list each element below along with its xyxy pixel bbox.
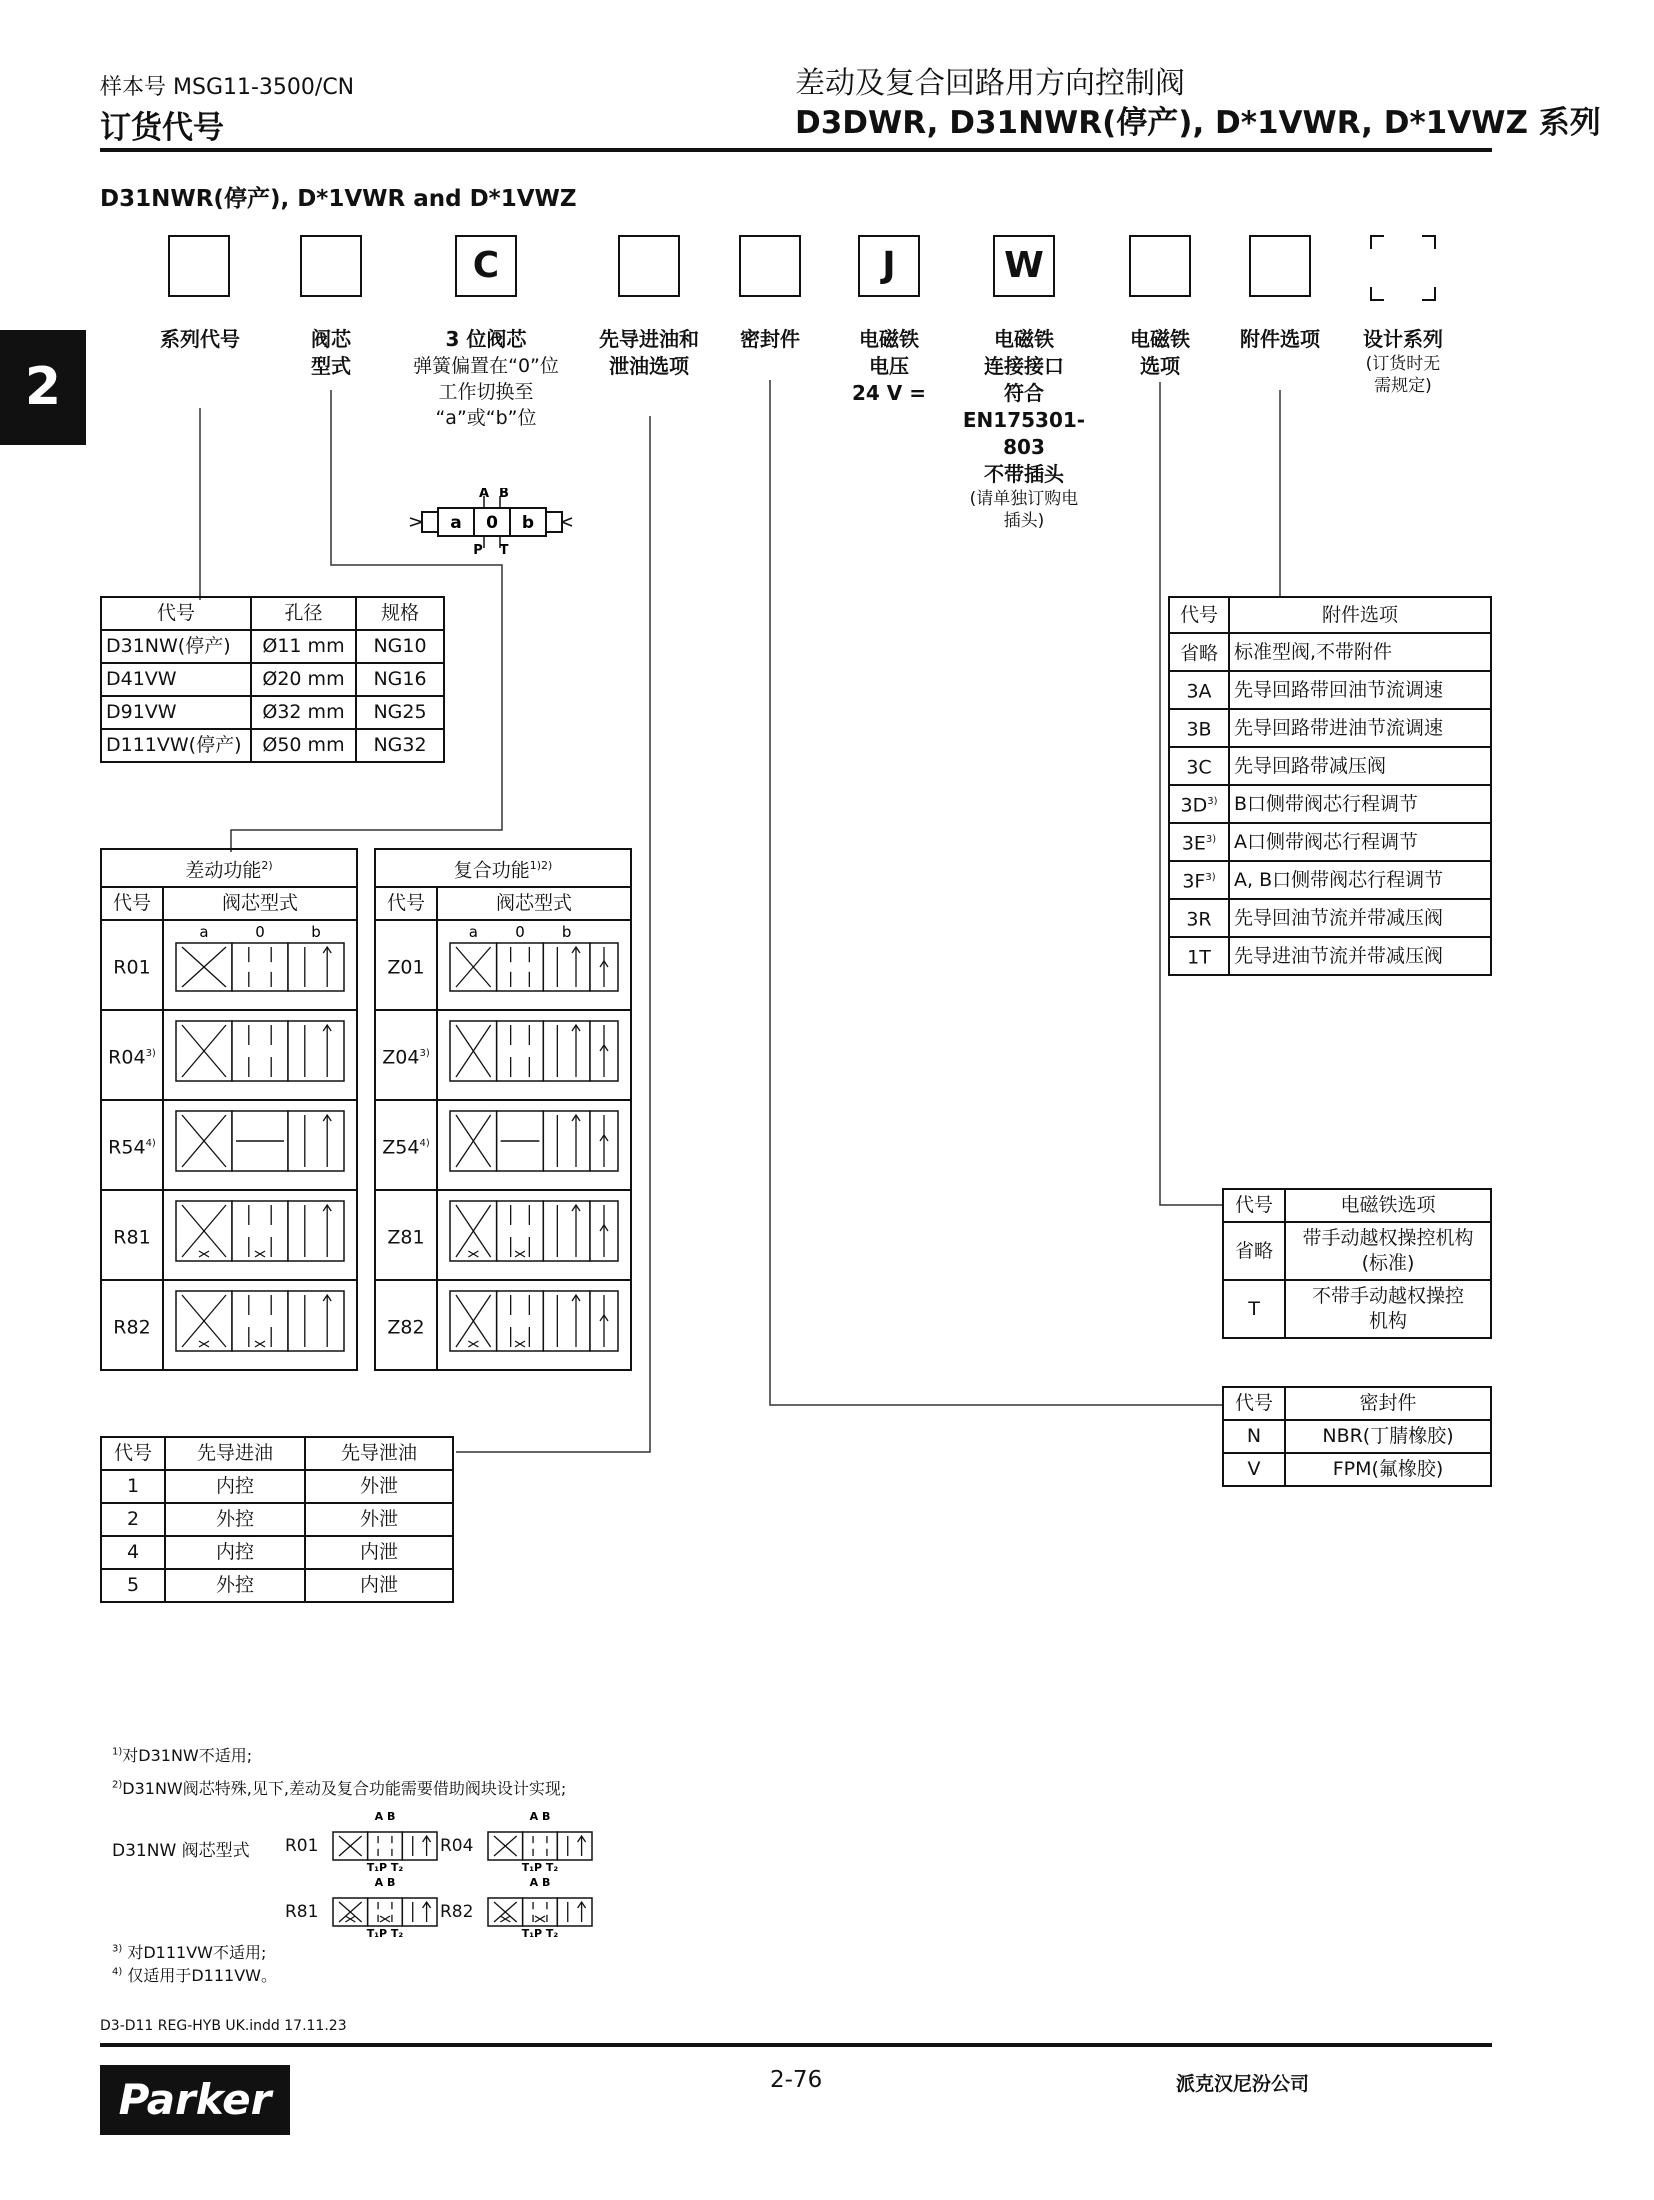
table-row: T 不带手动越权操控 机构 — [1223, 1280, 1491, 1338]
accessory-table: 代号 附件选项 省略 标准型阀,不带附件 3A 先导回路带回油节流调速 3B 先导回路带进油节流调速 3C 先导回路带减压阀 $3D^{3)}$ B口侧带阀芯行程调节 $3E^{3)}$ A口侧带阀芯行程调节 $3F^{3)}$ A, B口侧带阀芯行程调节 3R 先导回油节流并带减压阀 1T 先导进油节流并带减压阀 — [1168, 596, 1492, 976]
svg-text:a: a — [199, 923, 209, 942]
svg-text:A B: A B — [529, 1810, 551, 1823]
spool-symbol-r01 — [163, 920, 357, 1010]
label-spool: 阀芯 型式 — [311, 327, 351, 378]
chapter-tab: 2 — [0, 330, 86, 445]
note-1: $^{1)}$对D31NW不适用; — [112, 1746, 253, 1765]
symbol-port-a: A — [478, 488, 490, 501]
d31-spool-code: R04 — [440, 1836, 474, 1856]
label-voltage: 电磁铁 电压 24 V = — [852, 327, 926, 405]
page-title-cn: 差动及复合回路用方向控制阀 — [795, 66, 1185, 101]
svg-text:A B: A B — [529, 1876, 551, 1889]
code-box-3pos: C — [455, 235, 517, 297]
table-row: 3C 先导回路带减压阀 — [1169, 747, 1491, 785]
spool-symbol-r04 — [163, 1010, 357, 1100]
symbol-pos-b: b — [521, 513, 535, 533]
series-header-bore: 孔径 — [251, 597, 356, 630]
spool-symbol-r82 — [163, 1280, 357, 1370]
svg-text:b: b — [311, 923, 321, 942]
note-4: $^{4)}$ 仅适用于D111VW。 — [112, 1966, 277, 1985]
code-box-pilot — [618, 235, 680, 297]
valve-symbol-icon — [408, 488, 574, 558]
d31nw-spool-symbol-r01 — [325, 1810, 445, 1876]
code-box-series — [168, 235, 230, 297]
label-connector: 电磁铁 连接接口 符合 EN175301-803 不带插头 (请单独订购电 插头) — [962, 327, 1086, 531]
order-code-title: 订货代号 — [100, 110, 224, 146]
symbol-port-p: P — [473, 543, 483, 558]
table-row: Z54$^{4)}$ — [375, 1100, 631, 1190]
comp-title: 复合功能 — [453, 859, 530, 882]
table-row: 3B 先导回路带进油节流调速 — [1169, 709, 1491, 747]
symbol-pos-0: 0 — [486, 513, 498, 533]
d31-spool-code: R81 — [285, 1902, 319, 1922]
code-box-voltage: J — [858, 235, 920, 297]
table-row: R82 — [101, 1280, 357, 1370]
spool-symbol-z04 — [437, 1010, 631, 1100]
table-row: R81 — [101, 1190, 357, 1280]
label-seal: 密封件 — [740, 327, 800, 351]
table-row: D31NW(停产) Ø11 mm NG10 — [101, 630, 444, 663]
svg-text:A B: A B — [374, 1876, 396, 1889]
footer-rule — [100, 2043, 1492, 2047]
table-row: Z82 — [375, 1280, 631, 1370]
table-row: R04$^{3)}$ — [101, 1010, 357, 1100]
label-series: 系列代号 — [160, 327, 240, 351]
table-row: 1 内控 外泄 — [101, 1470, 453, 1503]
svg-text:0: 0 — [255, 923, 265, 942]
spool-symbol-z82 — [437, 1280, 631, 1370]
table-row: $3D^{3)}$ B口侧带阀芯行程调节 — [1169, 785, 1491, 823]
d31nw-spool-symbol-r81 — [325, 1876, 445, 1942]
spool-symbol-z81 — [437, 1190, 631, 1280]
series-header-code: 代号 — [101, 597, 251, 630]
note-2: $^{2)}$D31NW阀芯特殊,见下,差动及复合功能需要借助阀块设计实现; — [112, 1779, 567, 1798]
table-row: 3A 先导回路带回油节流调速 — [1169, 671, 1491, 709]
parker-logo: Parker — [100, 2065, 290, 2135]
symbol-port-t: T — [499, 543, 509, 558]
svg-text:T₁P T₂: T₁P T₂ — [521, 1861, 559, 1872]
d31-spool-code: R82 — [440, 1902, 474, 1922]
table-row: 省略 标准型阀,不带附件 — [1169, 633, 1491, 671]
code-box-connector: W — [993, 235, 1055, 297]
svg-text:T₁P T₂: T₁P T₂ — [366, 1861, 404, 1872]
label-3pos: 3 位阀芯 弹簧偏置在“0”位 工作切换至 “a”或“b”位 — [413, 327, 559, 429]
differential-function-table: 差动功能$^{2)}$ 代号 阀芯型式 R01 a 0 b R04$^{3)}$ R54$^{4)}$ R81 R82 — [100, 848, 358, 1371]
spool-symbol-z54 — [437, 1100, 631, 1190]
composite-function-table: 复合功能$^{1)2)}$ 代号 阀芯型式 Z01 a 0 b Z04$^{3)}$ Z54$^{4)}$ Z81 Z82 — [374, 848, 632, 1371]
series-header-size: 规格 — [356, 597, 444, 630]
table-row: D41VW Ø20 mm NG16 — [101, 663, 444, 696]
table-row: $3E^{3)}$ A口侧带阀芯行程调节 — [1169, 823, 1491, 861]
diff-title: 差动功能 — [185, 859, 262, 882]
section-subtitle: D31NWR(停产), D*1VWR and D*1VWZ — [100, 186, 577, 212]
svg-text:A B: A B — [374, 1810, 396, 1823]
label-pilot: 先导进油和 泄油选项 — [599, 327, 699, 378]
svg-text:a: a — [468, 923, 478, 942]
note-3: $^{3)}$ 对D111VW不适用; — [112, 1943, 267, 1962]
table-row: D111VW(停产) Ø50 mm NG32 — [101, 729, 444, 762]
table-row: R54$^{4)}$ — [101, 1100, 357, 1190]
svg-text:0: 0 — [515, 923, 525, 942]
company-name: 派克汉尼汾公司 — [1176, 2073, 1310, 2095]
page-number: 2-76 — [770, 2067, 823, 2093]
code-box-spool — [300, 235, 362, 297]
series-table — [100, 596, 445, 763]
symbol-port-b: B — [499, 488, 509, 501]
code-box-accessory — [1249, 235, 1311, 297]
sample-number: 样本号 MSG11-3500/CN — [100, 75, 355, 100]
table-row: Z04$^{3)}$ — [375, 1010, 631, 1100]
spool-symbol-r81 — [163, 1190, 357, 1280]
svg-text:T₁P T₂: T₁P T₂ — [521, 1927, 559, 1938]
table-row: V FPM(氟橡胶) — [1223, 1453, 1491, 1486]
code-box-design-dashed — [1370, 235, 1436, 301]
page-title-en: D3DWR, D31NWR(停产), D*1VWR, D*1VWZ 系列 — [795, 105, 1601, 141]
table-row: 5 外控 内泄 — [101, 1569, 453, 1602]
table-row: $3F^{3)}$ A, B口侧带阀芯行程调节 — [1169, 861, 1491, 899]
label-solenoid: 电磁铁 选项 — [1130, 327, 1190, 378]
table-row: 4 内控 内泄 — [101, 1536, 453, 1569]
table-row: Z81 — [375, 1190, 631, 1280]
spool-symbol-r54 — [163, 1100, 357, 1190]
table-row: R01 a 0 b — [101, 920, 357, 1010]
label-design: 设计系列 (订货时无 需规定) — [1363, 327, 1443, 396]
table-row: 3R 先导回油节流并带减压阀 — [1169, 899, 1491, 937]
code-box-seal — [739, 235, 801, 297]
symbol-pos-a: a — [450, 513, 462, 533]
solenoid-option-table: 代号 电磁铁选项 省略 带手动越权操控机构 (标准) T 不带手动越权操控 机构 — [1222, 1188, 1492, 1339]
d31-spool-code: R01 — [285, 1836, 319, 1856]
d31nw-spool-symbol-r82 — [480, 1876, 600, 1942]
label-accessory: 附件选项 — [1240, 327, 1320, 351]
table-row: Z01 a 0 b — [375, 920, 631, 1010]
table-row: 2 外控 外泄 — [101, 1503, 453, 1536]
file-info: D3-D11 REG-HYB UK.indd 17.11.23 — [100, 2018, 347, 2034]
d31nw-spool-label: D31NW 阀芯型式 — [112, 1841, 250, 1861]
table-row: 省略 带手动越权操控机构 (标准) — [1223, 1222, 1491, 1280]
svg-text:T₁P T₂: T₁P T₂ — [366, 1927, 404, 1938]
pilot-table: 代号 先导进油 先导泄油 1 内控 外泄 2 外控 外泄 4 内控 内泄 5 外控 内泄 — [100, 1436, 454, 1603]
table-row: 1T 先导进油节流并带减压阀 — [1169, 937, 1491, 975]
svg-text:b: b — [561, 923, 572, 942]
spool-symbol-z01 — [437, 920, 631, 1010]
table-row: D91VW Ø32 mm NG25 — [101, 696, 444, 729]
seal-table: 代号 密封件 N NBR(丁腈橡胶) V FPM(氟橡胶) — [1222, 1386, 1492, 1487]
code-box-solenoid — [1129, 235, 1191, 297]
d31nw-spool-symbol-r04 — [480, 1810, 600, 1876]
table-row: N NBR(丁腈橡胶) — [1223, 1420, 1491, 1453]
